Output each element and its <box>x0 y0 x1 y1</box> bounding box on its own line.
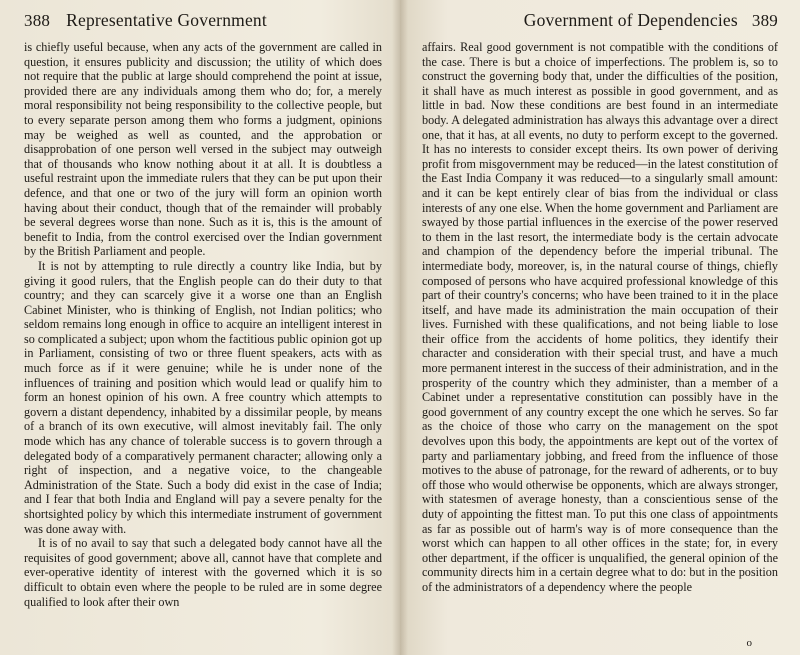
page-number: 388 <box>24 11 51 30</box>
paragraph: It is of no avail to say that such a delegated body cannot have all the requisites of good government; above all, cannot have that complete and ever-operative identity of interest with the governed which it is so difficult to obtain even where the people to be ruled are in some degree qualified to look after their own <box>24 536 382 609</box>
running-title: Representative Government <box>66 10 267 30</box>
paragraph: affairs. Real good government is not compatible with the conditions of the case. There is but a choice of imperfections. The problem is, so to construct the governing body that, under the difficulties of the position, it shall have as much interest as possible in good government, and as little in bad. Now these conditions are best found in an intermediate body. A delegated administration has always this advantage over a direct one, that it has, at all events, no duty to perform except to the governed. It has no interests to consider except theirs. Its own power of deriving profit from misgovernment may be reduced—in the latest constitution of the East India Company it was reduced—to a singularly small amount: and it can be kept entirely clear of bias from the individual or class interests of any one else. When the home government and Parliament are swayed by those partial influences in the exercise of the power reserved to them in the last resort, the intermediate body is the certain advocate and champion of the dependency before the imperial tribunal. The intermediate body, moreover, is, in the natural course of things, chiefly composed of persons who have acquired professional knowledge of this part of their country's concerns; who have been trained to it in the place itself, and have made its administration the main occupation of their lives. Furnished with these qualifications, and not being liable to lose their office from the accidents of home politics, they identify their character and consideration with their special trust, and have a much more permanent interest in the success of their administration, and in the prosperity of the country which they administer, than a member of a Cabinet under a representative constitution can possibly have in the good government of any country except the one which he serves. So far as the choice of those who carry on the management on the spot devolves upon this body, the appointments are kept out of the vortex of party and parliamentary jobbing, and freed from the influence of those motives to the abuse of patronage, for the reward of adherents, or to buy off those who would otherwise be opponents, which are always stronger, with statesmen of average honesty, than a conscientious sense of the duty of appointing the fittest man. To put this one class of appointments as far as possible out of harm's way is of more consequence than the worst which can happen to all other offices in the state; for, in every other department, if the officer is unqualified, the general opinion of the community directs him in a certain degree what to do: but in the position of the administrators of a dependency where the people <box>422 40 778 594</box>
left-page-body <box>24 40 382 609</box>
right-page <box>400 0 800 655</box>
signature-mark: o <box>746 637 752 649</box>
paragraph: is chiefly useful because, when any acts of the government are called in question, it ensures publicity and discussion; the utility of which does not require that the public at large should comprehend the point at issue, provided there are any individuals among them who do; for, a merely moral responsibility not being responsibility to the collective people, but to every separate person among them who forms a judgment, opinions may be weighed as well as counted, and the approbation or disapprobation of one person well versed in the subject may outweigh that of thousands who know nothing about it at all. It is doubtless a useful restraint upon the immediate rulers that they can be put upon their defence, and that one or two of the jury will form an opinion worth having about their conduct, though that of the remainder will probably be several degrees worse than none. Such as it is, this is the amount of benefit to India, from the control exercised over the Indian government by the British Parliament and people. <box>24 40 382 259</box>
right-page-body <box>422 40 778 595</box>
paragraph: It is not by attempting to rule directly a country like India, but by giving it good rulers, that the English people can do their duty to that country; and they can scarcely give it a worse one than an English Cabinet Minister, who is thinking of English, not Indian politics; who seldom remains long enough in office to acquire an intelligent interest in so complicated a subject; upon whom the factitious public opinion got up in Parliament, consisting of two or three fluent speakers, acts with as much force as if it were genuine; while he is under none of the influences of training and position which would lead or qualify him to form an honest opinion of his own. A free country which attempts to govern a distant dependency, inhabited by a dissimilar people, by means of a branch of its own executive, will almost inevitably fail. The only mode which has any chance of tolerable success is to govern through a delegated body of a comparatively permanent character; allowing only a right of inspection, and a negative voice, to the changeable Administration of the State. Such a body did exist in the case of India; and I fear that both India and England will pay a severe penalty for the shortsighted policy by which this intermediate instrument of government was done away with. <box>24 258 382 536</box>
page-number: 389 <box>751 11 778 30</box>
right-page-header <box>422 10 778 36</box>
running-title: Government of Dependencies <box>523 10 738 30</box>
left-page-header <box>24 10 382 36</box>
